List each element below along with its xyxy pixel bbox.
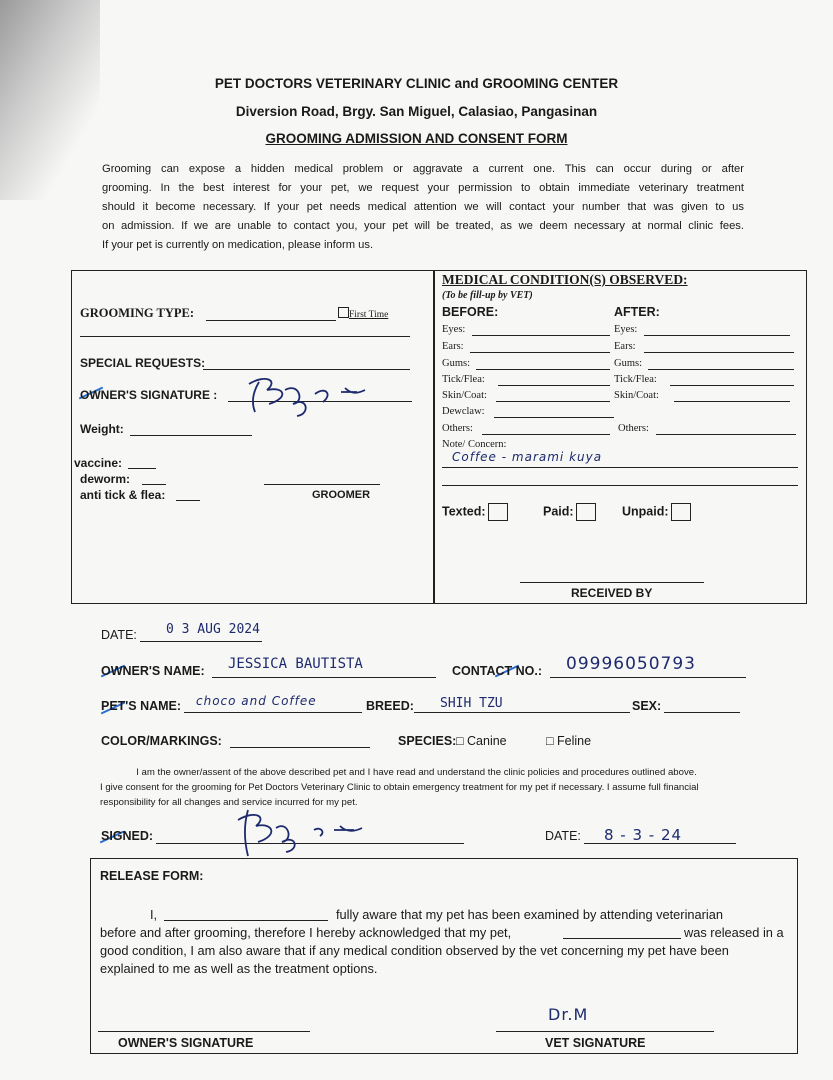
deworm-label: deworm: — [80, 472, 131, 486]
breed-value: SHIH TZU — [440, 696, 503, 711]
after-line[interactable] — [644, 335, 790, 336]
feline-option[interactable]: □ Feline — [546, 734, 592, 748]
groomer-line[interactable] — [264, 484, 380, 485]
before-line[interactable] — [494, 417, 614, 418]
deworm-line[interactable] — [142, 484, 166, 485]
signed-label: SIGNED: — [101, 829, 154, 843]
vet-initials: Dr.M — [548, 1005, 589, 1024]
breed-label: BREED: — [366, 699, 414, 713]
before-line[interactable] — [470, 352, 610, 353]
color-markings-line[interactable] — [230, 747, 370, 748]
before-line[interactable] — [482, 434, 610, 435]
owner-signature-line[interactable] — [98, 1031, 310, 1032]
paid-checkbox[interactable] — [576, 503, 596, 521]
before-item: Others: — [442, 423, 473, 434]
consent-line: responsibility for all changes and service incurred for my pet. — [100, 797, 358, 808]
signed-date-value: 8 - 3 - 24 — [604, 826, 683, 844]
sex-line[interactable] — [664, 712, 740, 713]
before-item: Gums: — [442, 358, 471, 369]
grooming-type-line-2[interactable] — [80, 336, 410, 337]
texted-checkbox[interactable] — [488, 503, 508, 521]
owner-signature-label: OWNER'S SIGNATURE — [118, 1036, 254, 1050]
after-line[interactable] — [656, 434, 796, 435]
grooming-type-label: GROOMING TYPE: — [80, 306, 195, 320]
clinic-address: Diversion Road, Brgy. San Miguel, Calasiao, Pangasinan — [235, 104, 598, 119]
before-item: Ears: — [442, 341, 464, 352]
intro-line: on admission. If we are unable to contact you, your pet will be treated, as we deem necessary at normal clinic fees. — [102, 220, 744, 232]
canine-option[interactable]: □ Canine — [456, 734, 507, 748]
note-line[interactable] — [442, 467, 798, 468]
intro-paragraph — [102, 160, 744, 255]
unpaid-label: Unpaid: — [622, 504, 669, 519]
owner-name-label: OWNER'S NAME: — [101, 664, 205, 678]
note-label: Note/ Concern: — [442, 439, 507, 450]
first-time-option[interactable] — [338, 307, 388, 320]
pets-name-value: choco and Coffee — [196, 694, 317, 708]
before-item: Tick/Flea: — [442, 374, 485, 385]
before-line[interactable] — [498, 385, 610, 386]
after-item: Tick/Flea: — [614, 374, 657, 385]
medical-title: MEDICAL CONDITION(S) OBSERVED: — [442, 272, 688, 287]
texted-option[interactable] — [442, 503, 508, 521]
before-item: Skin/Coat: — [442, 390, 487, 401]
signed-signature-drawing — [230, 806, 390, 858]
pets-name-label: PET'S NAME: — [101, 699, 182, 713]
owners-signature-label: OWNER'S SIGNATURE : — [80, 388, 218, 402]
contact-label: CONTACT NO.: — [452, 664, 543, 678]
consent-line: I give consent for the grooming for Pet Doctors Veterinary Clinic to obtain emergency treatment for my pet if necessary. I assume full financial — [100, 782, 699, 793]
special-requests-label: SPECIAL REQUESTS: — [80, 356, 206, 370]
paid-label: Paid: — [543, 504, 574, 519]
after-item: Skin/Coat: — [614, 390, 659, 401]
received-by-line[interactable] — [520, 582, 704, 583]
contact-value: 09996050793 — [566, 654, 696, 674]
intro-line: grooming. In the best interest for your pet, we request your permission to obtain immediate veterinary treatment — [102, 182, 744, 194]
anti-tick-line[interactable] — [176, 500, 200, 501]
special-requests-line[interactable] — [203, 369, 410, 370]
intro-line: If your pet is currently on medication, please inform us. — [102, 239, 374, 251]
note-value: Coffee - marami kuya — [452, 450, 603, 464]
before-line[interactable] — [476, 369, 610, 370]
after-line[interactable] — [644, 352, 794, 353]
anti-tick-label: anti tick & flea: — [80, 488, 166, 502]
release-line-2-end: was released in a — [684, 925, 784, 940]
species-label: SPECIES: — [398, 734, 457, 748]
owner-name-value: JESSICA BAUTISTA — [228, 656, 363, 672]
date-label: DATE: — [101, 628, 137, 642]
vaccine-label: vaccine: — [74, 456, 123, 470]
release-line-4: explained to me as well as the treatment options. — [100, 961, 378, 976]
after-item: Eyes: — [614, 324, 638, 335]
first-time-label: First Time — [349, 310, 389, 320]
release-line-2-start: before and after grooming, therefore I hereby acknowledged that my pet, — [100, 925, 512, 940]
sex-label: SEX: — [632, 699, 662, 713]
weight-label: Weight: — [80, 422, 124, 436]
box-divider — [433, 270, 435, 604]
owner-signature-drawing — [245, 372, 385, 422]
paid-option[interactable] — [543, 503, 596, 521]
received-by-label: RECEIVED BY — [571, 586, 653, 600]
form-title: GROOMING ADMISSION AND CONSENT FORM — [265, 131, 568, 146]
clinic-name: PET DOCTORS VETERINARY CLINIC and GROOMING CENTER — [214, 76, 619, 91]
contact-line[interactable] — [550, 677, 746, 678]
release-line-3: good condition, I am also aware that if any medical condition observed by the vet concerning my pet have been — [100, 943, 729, 958]
color-markings-label: COLOR/MARKINGS: — [101, 734, 222, 748]
before-line[interactable] — [472, 335, 610, 336]
scan-shadow — [0, 0, 100, 200]
before-heading: BEFORE: — [442, 305, 499, 319]
note-line-2[interactable] — [442, 485, 798, 486]
release-name-line[interactable] — [164, 920, 328, 921]
groomer-label: GROOMER — [312, 489, 371, 501]
intro-line: Grooming can expose a hidden medical problem or aggravate a current one. This can occur during or after — [102, 163, 744, 175]
after-line[interactable] — [674, 401, 790, 402]
vaccine-line[interactable] — [128, 468, 156, 469]
intro-line: should it become necessary. If your pet needs medical attention we will contact your number that was given to us — [102, 201, 744, 213]
date-line[interactable] — [140, 641, 262, 642]
after-line[interactable] — [648, 369, 794, 370]
release-title: RELEASE FORM: — [100, 869, 204, 883]
vet-signature-label: VET SIGNATURE — [545, 1036, 646, 1050]
after-line[interactable] — [670, 385, 794, 386]
first-time-checkbox[interactable] — [338, 307, 349, 318]
unpaid-checkbox[interactable] — [671, 503, 691, 521]
owner-name-line[interactable] — [212, 677, 436, 678]
breed-line[interactable] — [414, 712, 630, 713]
after-item: Ears: — [614, 341, 636, 352]
vet-signature-line[interactable] — [496, 1031, 714, 1032]
release-line-1: fully aware that my pet has been examined by attending veterinarian — [336, 907, 723, 922]
after-heading: AFTER: — [614, 305, 660, 319]
date-value: 0 3 AUG 2024 — [166, 622, 260, 637]
after-item: Gums: — [614, 358, 643, 369]
weight-line[interactable] — [130, 435, 252, 436]
signed-date-label: DATE: — [545, 829, 581, 843]
before-item: Eyes: — [442, 324, 466, 335]
consent-line: I am the owner/assent of the above described pet and I have read and understand the clinic policies and procedures outlined above. — [136, 767, 697, 778]
release-pet-line[interactable] — [563, 938, 681, 939]
texted-label: Texted: — [442, 504, 486, 519]
grooming-type-line[interactable] — [206, 320, 336, 321]
medical-subtitle: (To be fill-up by VET) — [442, 290, 533, 301]
pets-name-line[interactable] — [184, 712, 362, 713]
after-item: Others: — [618, 423, 649, 434]
before-line[interactable] — [496, 401, 610, 402]
before-item: Dewclaw: — [442, 406, 485, 417]
release-i-label: I, — [150, 907, 158, 922]
unpaid-option[interactable] — [622, 503, 691, 521]
